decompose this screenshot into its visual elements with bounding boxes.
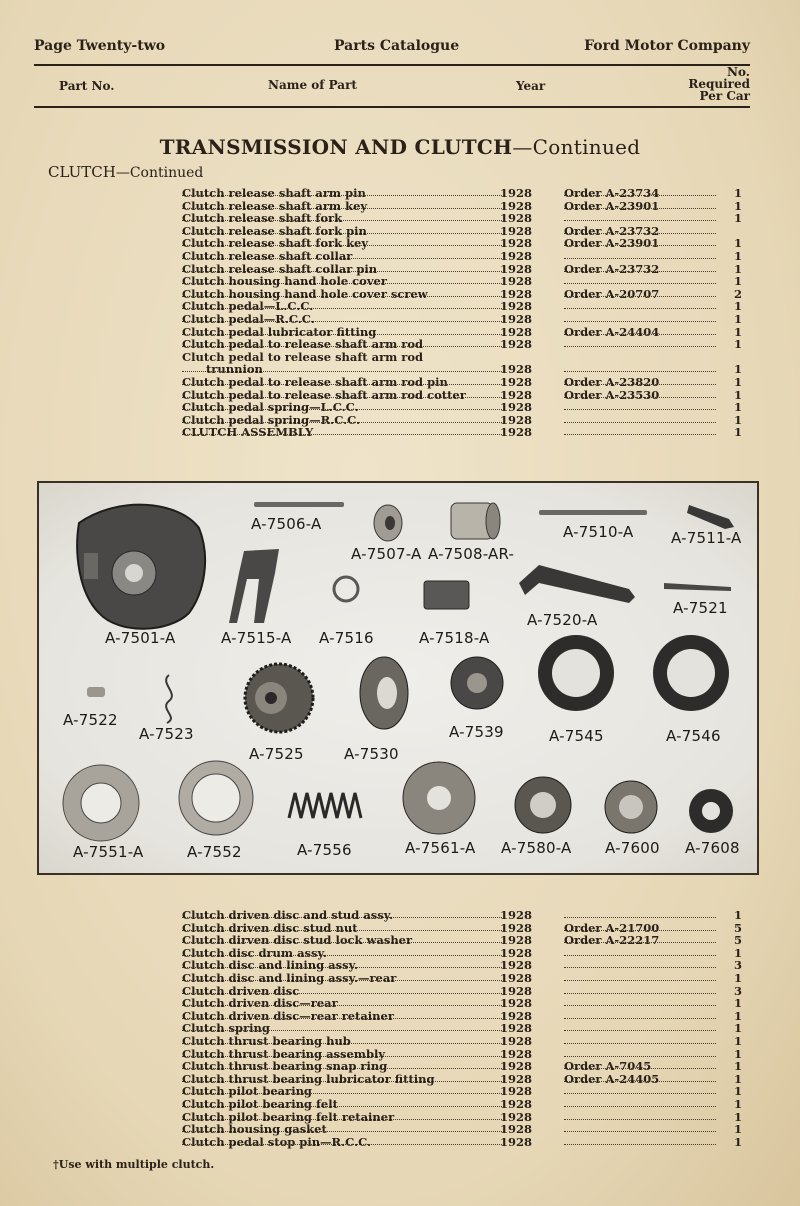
disc-lining-illustration	[538, 635, 614, 711]
page-header	[34, 38, 750, 58]
section-title-cont: —Continued	[512, 135, 641, 159]
order-leader-dots	[564, 258, 716, 259]
part-year: 1928	[500, 971, 533, 985]
felt-illustration	[689, 789, 733, 833]
part-name: Clutch pedal to release shaft arm rod	[182, 349, 424, 364]
part-year: 1928	[500, 198, 533, 213]
order-number: Order A-23820	[564, 375, 660, 389]
part-year: 1928	[500, 1008, 533, 1023]
quantity: 1	[733, 1084, 742, 1099]
part-name: Clutch disc drum assy.	[182, 945, 327, 960]
col-required	[680, 66, 750, 102]
part-year: 1928	[500, 387, 533, 402]
part-year: 1928	[500, 261, 533, 276]
cover-illustration	[424, 581, 469, 609]
table-row	[0, 350, 800, 363]
bushing-illustration	[451, 503, 500, 539]
rod-illustration	[664, 583, 731, 591]
order-cell	[564, 425, 716, 439]
label-a7600: A-7600	[605, 839, 660, 857]
table-row	[0, 236, 800, 249]
col-part-no: Part No.	[59, 79, 115, 93]
subtitle-main: CLUTCH	[48, 163, 116, 181]
thrust-bearing-illustration	[515, 777, 571, 833]
label-a7506a: A-7506-A	[251, 515, 322, 533]
label-a7518a: A-7518-A	[419, 629, 490, 647]
table-row	[0, 262, 800, 275]
order-leader-dots	[564, 1030, 716, 1031]
label-a7511a: A-7511-A	[671, 529, 742, 547]
quantity: 1	[733, 908, 742, 922]
part-name: Clutch pedal—R.C.C.	[182, 312, 315, 326]
order-number: Order A-24404	[564, 324, 660, 339]
part-name: Clutch pedal to release shaft arm rod pin	[182, 375, 448, 389]
order-leader-dots	[564, 409, 716, 410]
table-row	[0, 425, 800, 438]
order-number	[564, 1135, 568, 1149]
part-year: 1928	[500, 425, 533, 440]
label-a7552: A-7552	[187, 843, 242, 861]
header-rule-bottom	[34, 106, 750, 108]
order-number: Order A-7045	[564, 1059, 652, 1074]
part-year: 1928	[500, 186, 533, 200]
part-year: 1928	[500, 983, 533, 998]
driven-disc-rear-illustration	[179, 761, 253, 835]
part-year: 1928	[500, 920, 533, 935]
order-leader-dots	[564, 955, 716, 956]
part-name: Clutch disc and lining assy.—rear	[182, 971, 397, 985]
quantity: 1	[733, 261, 742, 276]
part-name: Clutch disc and lining assy.	[182, 958, 358, 973]
part-year: 1928	[500, 908, 533, 922]
part-year: 1928	[500, 274, 533, 289]
collar-illustration	[374, 505, 402, 541]
parts-illustration	[39, 483, 757, 873]
order-number	[564, 249, 568, 263]
label-a7523: A-7523	[139, 725, 194, 743]
part-year: 1928	[500, 312, 533, 326]
part-name: Clutch driven disc stud nut	[182, 920, 358, 935]
order-number: Order A-23732	[564, 261, 660, 276]
part-name: Clutch pedal to release shaft arm rod	[182, 337, 424, 352]
company-name: Ford Motor Company	[584, 38, 750, 54]
quantity: 1	[733, 324, 742, 339]
table-row	[0, 921, 800, 934]
order-number: Order A-22217	[564, 933, 660, 948]
quantity: 1	[733, 1109, 742, 1124]
fork-illustration	[229, 549, 279, 623]
quantity: 1	[733, 1071, 742, 1086]
order-leader-dots	[564, 346, 716, 347]
quantity: 1	[733, 971, 742, 985]
clutch-housing-illustration	[77, 505, 205, 629]
table-row	[0, 413, 800, 426]
table-row	[0, 299, 800, 312]
order-leader-dots	[564, 321, 716, 322]
table-row	[0, 388, 800, 401]
thrust-hub-illustration	[403, 762, 475, 834]
part-year: 1928	[500, 1109, 533, 1124]
part-year: 1928	[500, 1071, 533, 1086]
label-a7580a: A-7580-A	[501, 839, 572, 857]
part-name: Clutch release shaft collar	[182, 249, 353, 263]
quantity: 1	[733, 996, 742, 1011]
col-required-line2: Required	[688, 77, 750, 91]
table-row	[0, 958, 800, 971]
part-name: Clutch release shaft fork key	[182, 236, 369, 251]
part-name: CLUTCH ASSEMBLY	[182, 425, 314, 440]
part-name: Clutch release shaft arm pin	[182, 186, 366, 200]
part-name: Clutch pilot bearing felt	[182, 1097, 338, 1111]
quantity: 1	[733, 425, 742, 440]
table-row	[0, 1135, 800, 1148]
order-number	[564, 1034, 568, 1048]
table-row	[0, 933, 800, 946]
order-leader-dots	[564, 422, 716, 423]
label-a7516: A-7516	[319, 629, 374, 647]
part-year: 1928	[500, 337, 533, 352]
quantity: 1	[733, 1059, 742, 1074]
label-a7561a: A-7561-A	[405, 839, 476, 857]
order-leader-dots	[564, 434, 716, 435]
order-number: Order A-23901	[564, 198, 660, 213]
order-number: Order A-24405	[564, 1071, 660, 1086]
part-name: Clutch pedal spring—L.C.C.	[182, 400, 359, 415]
part-year: 1928	[500, 1097, 533, 1111]
label-a7546: A-7546	[666, 727, 721, 745]
order-leader-dots	[564, 993, 716, 994]
order-number: Order A-20707	[564, 286, 660, 301]
order-number: Order A-23732	[564, 223, 660, 238]
quantity: 1	[733, 236, 742, 251]
part-name: Clutch thrust bearing assembly	[182, 1046, 386, 1061]
clutch-spring-illustration	[289, 793, 361, 818]
quantity: 1	[733, 375, 742, 389]
table-row	[0, 1059, 800, 1072]
quantity: 1	[733, 1021, 742, 1036]
part-year: 1928	[500, 223, 533, 238]
quantity: 1	[733, 249, 742, 263]
part-year: 1928	[500, 945, 533, 960]
table-row	[0, 375, 800, 388]
part-name: Clutch release shaft collar pin	[182, 261, 378, 276]
quantity: 5	[733, 933, 742, 948]
section-title	[0, 135, 800, 159]
pedal-illustration	[519, 565, 635, 603]
part-name: Clutch thrust bearing hub	[182, 1034, 351, 1048]
drum-illustration	[451, 657, 503, 709]
label-a7501a: A-7501-A	[105, 629, 176, 647]
table-row	[0, 325, 800, 338]
table-row	[0, 400, 800, 413]
quantity: 2	[733, 286, 742, 301]
order-leader-dots	[564, 1119, 716, 1120]
table-row	[0, 1034, 800, 1047]
part-name: Clutch driven disc—rear	[182, 996, 338, 1011]
quantity: 1	[733, 362, 742, 377]
quantity: 1	[733, 945, 742, 960]
order-leader-dots	[564, 308, 716, 309]
quantity: 1	[733, 387, 742, 402]
quantity: 1	[733, 337, 742, 352]
order-leader-dots	[564, 371, 716, 372]
order-number	[564, 1097, 568, 1111]
table-row	[0, 362, 800, 375]
section-title-main: TRANSMISSION AND CLUTCH	[159, 135, 513, 159]
quantity: 1	[733, 1008, 742, 1023]
quantity: 1	[733, 312, 742, 326]
table-row	[0, 1072, 800, 1085]
table-row	[0, 274, 800, 287]
label-a7521: A-7521	[673, 599, 728, 617]
label-a7530: A-7530	[344, 745, 399, 763]
part-year: 1928	[500, 412, 533, 427]
part-name: Clutch housing hand hole cover	[182, 274, 387, 289]
quantity: 1	[733, 211, 742, 226]
table-row	[0, 312, 800, 325]
col-required-line1: No.	[727, 65, 750, 79]
quantity: 1	[733, 274, 742, 289]
label-a7522: A-7522	[63, 711, 118, 729]
spring-small-illustration	[166, 675, 172, 723]
label-a7520a: A-7520-A	[527, 611, 598, 629]
part-year: 1928	[500, 286, 533, 301]
order-number: Order A-23901	[564, 236, 660, 251]
label-a7515a: A-7515-A	[221, 629, 292, 647]
catalogue-title: Parts Catalogue	[334, 38, 460, 54]
table-row	[0, 287, 800, 300]
part-year: 1928	[500, 958, 533, 973]
order-leader-dots	[564, 1043, 716, 1044]
table-row	[0, 984, 800, 997]
table-row	[0, 996, 800, 1009]
order-leader-dots	[564, 1131, 716, 1132]
order-leader-dots	[564, 1056, 716, 1057]
part-year: 1928	[500, 1046, 533, 1061]
footnote: †Use with multiple clutch.	[53, 1158, 215, 1171]
part-year: 1928	[500, 299, 533, 314]
part-name: Clutch driven disc and stud assy.	[182, 908, 394, 922]
label-a7608: A-7608	[685, 839, 740, 857]
part-name-cell	[182, 425, 502, 439]
order-number	[564, 337, 568, 351]
part-name: Clutch spring	[182, 1021, 270, 1036]
order-number	[564, 971, 568, 985]
part-name: Clutch driven disc	[182, 983, 300, 998]
order-leader-dots	[564, 917, 716, 918]
table-row	[0, 1122, 800, 1135]
order-number	[564, 425, 568, 439]
quantity: 1	[733, 1122, 742, 1137]
table-row	[0, 946, 800, 959]
order-leader-dots	[564, 220, 716, 221]
quantity: 1	[733, 1046, 742, 1061]
part-year: 1928	[500, 1084, 533, 1099]
part-year: 1928	[500, 249, 533, 263]
quantity: 3	[733, 983, 742, 998]
order-leader-dots	[564, 283, 716, 284]
order-number: Order A-23734	[564, 186, 660, 200]
part-name: Clutch release shaft fork	[182, 211, 343, 226]
part-year: 1928	[500, 1122, 533, 1137]
quantity: 1	[733, 1034, 742, 1048]
table-row	[0, 908, 800, 921]
quantity: 1	[733, 400, 742, 415]
label-a7510a: A-7510-A	[563, 523, 634, 541]
part-name: Clutch thrust bearing lubricator fitting	[182, 1071, 435, 1086]
table-row	[0, 1009, 800, 1022]
quantity: 1	[733, 198, 742, 213]
part-year: 1928	[500, 1134, 533, 1149]
order-leader-dots	[564, 1093, 716, 1094]
part-name-cell	[182, 1135, 502, 1149]
order-number	[564, 908, 568, 922]
part-name: Clutch release shaft arm key	[182, 198, 368, 213]
order-leader-dots	[564, 1018, 716, 1019]
table-row	[0, 1021, 800, 1034]
label-a7525: A-7525	[249, 745, 304, 763]
quantity: 5	[733, 920, 742, 935]
pilot-bearing-illustration	[605, 781, 657, 833]
order-number	[564, 312, 568, 326]
quantity: 1	[733, 299, 742, 314]
part-year: 1928	[500, 933, 533, 948]
page-number: Page Twenty-two	[34, 38, 166, 54]
col-name: Name of Part	[268, 78, 357, 92]
table-row	[0, 211, 800, 224]
label-a7545: A-7545	[549, 727, 604, 745]
part-year: 1928	[500, 375, 533, 389]
pin-illustration	[254, 502, 344, 507]
part-name: Clutch pedal—L.C.C.	[182, 299, 314, 314]
col-year: Year	[516, 79, 546, 93]
disc-lining-rear-illustration	[653, 635, 729, 711]
part-name: Clutch pedal lubricator fitting	[182, 324, 377, 339]
part-name: Clutch pilot bearing	[182, 1084, 312, 1099]
table-row	[0, 1110, 800, 1123]
ring-illustration	[334, 577, 358, 601]
shaft-illustration	[539, 510, 647, 515]
table-row	[0, 1047, 800, 1060]
part-year: 1928	[500, 324, 533, 339]
label-a7507a: A-7507-A	[351, 545, 422, 563]
part-name: Clutch pedal to release shaft arm rod cotter	[182, 387, 466, 402]
table-row	[0, 1097, 800, 1110]
table-row	[0, 224, 800, 237]
part-name: Clutch pedal spring—R.C.C.	[182, 412, 361, 427]
driven-disc-stud-illustration	[360, 657, 408, 729]
part-name: Clutch thrust bearing snap ring	[182, 1059, 388, 1074]
quantity: 1	[733, 1097, 742, 1111]
table-row	[0, 337, 800, 350]
clutch-assembly-illustration	[245, 664, 313, 732]
column-headers	[34, 64, 750, 106]
part-name: Clutch pedal stop pin—R.C.C.	[182, 1134, 372, 1149]
trunnion-illustration	[87, 687, 105, 697]
part-year: 1928	[500, 400, 533, 415]
part-name: Clutch dirven disc stud lock washer	[182, 933, 413, 948]
order-cell	[564, 1135, 716, 1149]
label-a7551a: A-7551-A	[73, 843, 144, 861]
part-year: 1928	[500, 211, 533, 226]
section-subtitle	[48, 163, 203, 181]
part-year: 1928	[500, 236, 533, 251]
subtitle-cont: —Continued	[115, 165, 204, 181]
parts-photo	[37, 481, 759, 875]
order-leader-dots	[564, 967, 716, 968]
table-row	[0, 971, 800, 984]
arm-illustration	[687, 505, 734, 529]
quantity: 1	[733, 186, 742, 200]
table-row	[0, 199, 800, 212]
order-leader-dots	[564, 980, 716, 981]
label-a7556: A-7556	[297, 841, 352, 859]
quantity: 1	[733, 412, 742, 427]
label-a7508ar: A-7508-AR-	[428, 545, 515, 563]
part-name: Clutch housing gasket	[182, 1122, 327, 1137]
label-a7539: A-7539	[449, 723, 504, 741]
order-number: Order A-21700	[564, 920, 660, 935]
order-leader-dots	[564, 1106, 716, 1107]
part-year: 1928	[500, 362, 533, 377]
table-row	[0, 249, 800, 262]
part-name: Clutch driven disc—rear retainer	[182, 1008, 394, 1023]
part-year: 1928	[500, 1034, 533, 1048]
part-name: trunnion	[206, 362, 263, 377]
part-year: 1928	[500, 996, 533, 1011]
quantity: 1	[733, 1134, 742, 1149]
quantity: 3	[733, 958, 742, 973]
part-year: 1928	[500, 1059, 533, 1074]
col-required-line3: Per Car	[699, 89, 750, 103]
order-number: Order A-23530	[564, 387, 660, 402]
part-year: 1928	[500, 1021, 533, 1036]
order-leader-dots	[564, 1005, 716, 1006]
table-row	[0, 1084, 800, 1097]
table-row	[0, 186, 800, 199]
part-name: Clutch pilot bearing felt retainer	[182, 1109, 395, 1124]
part-name: Clutch housing hand hole cover screw	[182, 286, 428, 301]
part-name: Clutch release shaft fork pin	[182, 223, 367, 238]
order-leader-dots	[564, 1144, 716, 1145]
driven-disc-illustration	[63, 765, 139, 841]
